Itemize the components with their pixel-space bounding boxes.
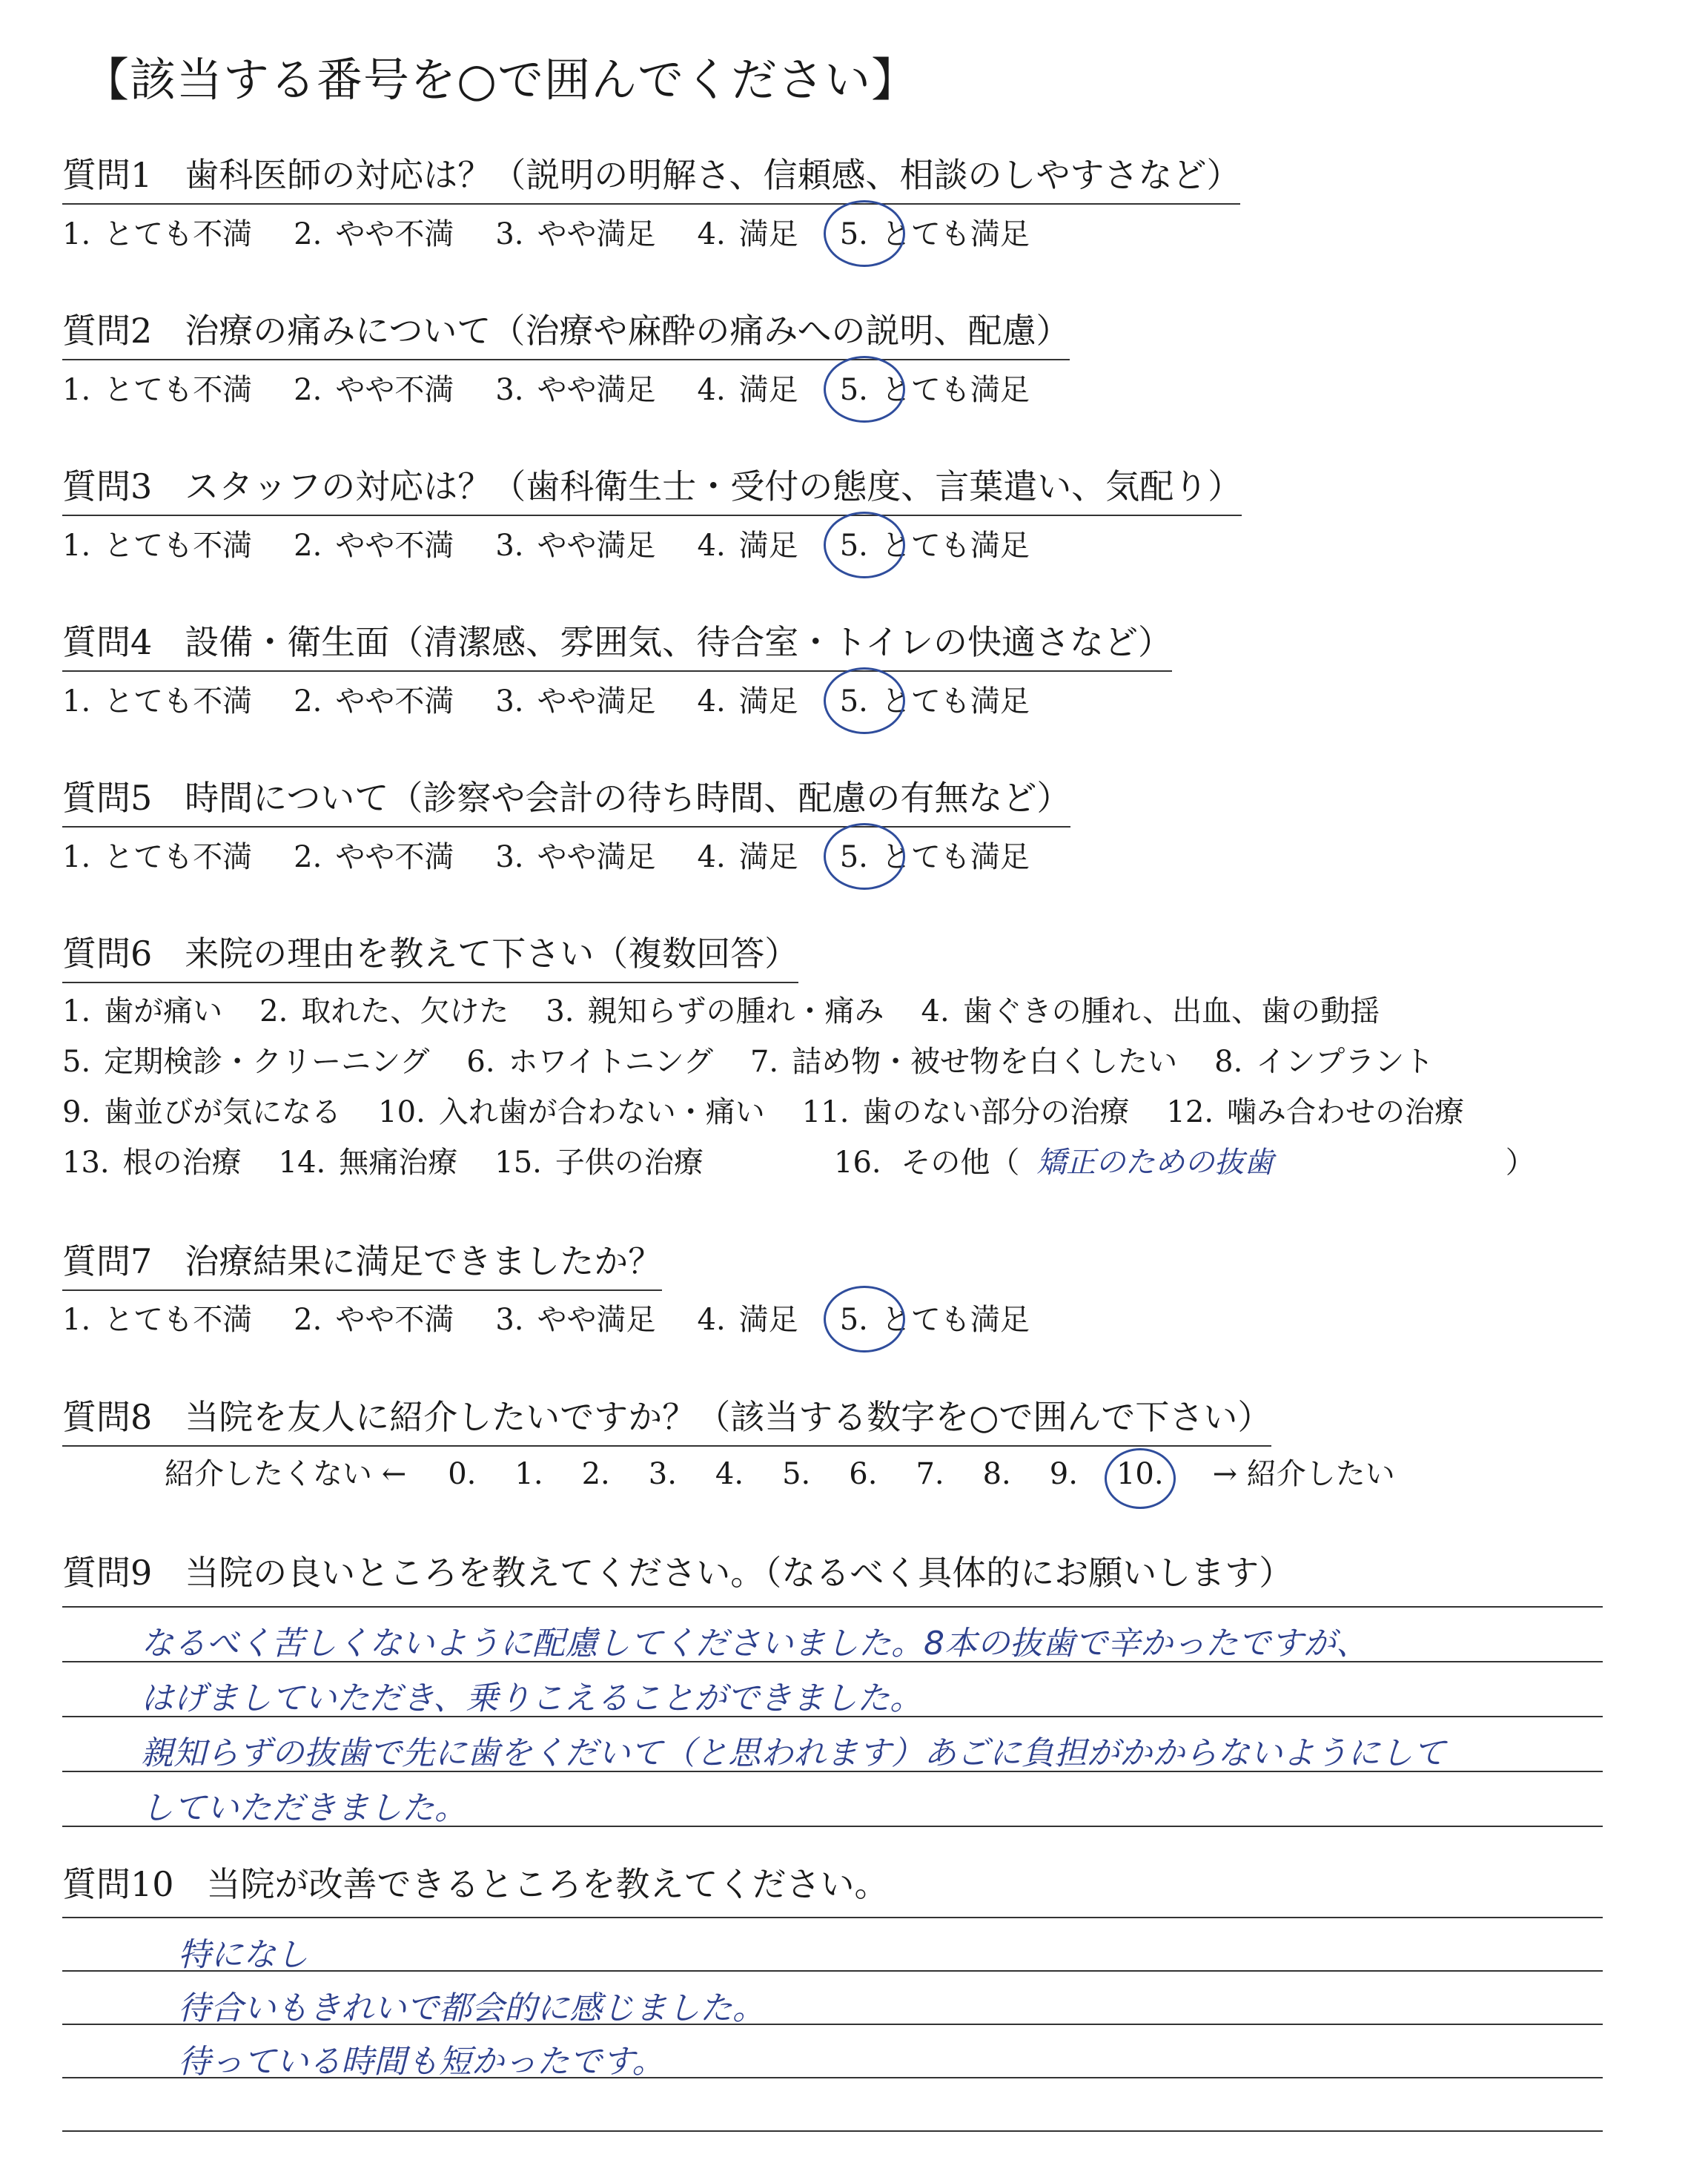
scale-option-label: やや満足 — [537, 529, 656, 563]
scale-option-label: とても満足 — [881, 373, 1030, 407]
scale-option-number: 4. — [697, 840, 726, 874]
reason-other-number: 16. — [834, 1146, 881, 1180]
scale-option-number: 3. — [495, 373, 524, 407]
scale-option-number: 5. — [839, 529, 868, 563]
question-7-heading — [62, 1235, 662, 1291]
reason-option-number: 2. — [259, 994, 288, 1028]
reason-option-number: 8. — [1214, 1045, 1243, 1079]
scale-option-number: 3. — [495, 529, 524, 563]
recommend-right-label: → 紹介したい — [1212, 1457, 1395, 1491]
scale-option[interactable] — [62, 1296, 252, 1338]
scale-option[interactable] — [62, 678, 252, 720]
reason-option-label: 根の治療 — [122, 1146, 242, 1180]
reason-option-label: ホワイトニング — [508, 1045, 713, 1079]
question-5-text: 時間について（診察や会計の待ち時間、配慮の有無など） — [185, 778, 1071, 818]
scale-option-label: とても不満 — [104, 840, 253, 874]
recommend-values — [428, 1457, 1182, 1491]
recommend-value[interactable]: 1. — [514, 1457, 543, 1491]
scale-option[interactable] — [495, 366, 655, 409]
scale-option-label: やや不満 — [335, 217, 454, 251]
question-4-heading — [62, 615, 1172, 672]
scale-option-label: とても不満 — [104, 373, 253, 407]
scale-option-number: 1. — [62, 1303, 91, 1337]
answer-rule — [62, 2024, 1603, 2025]
reason-option[interactable] — [802, 1089, 1130, 1131]
scale-option-number: 2. — [294, 684, 322, 719]
answer-rule — [62, 2130, 1603, 2132]
reason-option-number: 6. — [466, 1045, 495, 1079]
question-2-label: 質問2 — [62, 311, 153, 351]
reason-option[interactable] — [62, 988, 222, 1030]
scale-option-label: やや満足 — [537, 1303, 656, 1337]
q9-answer-line-3: 親知らずの抜歯で先に歯をくだいて（と思われます）あごに負担がかからないようにして — [141, 1734, 1446, 1772]
reason-option[interactable] — [378, 1089, 765, 1131]
recommend-value[interactable]: 4. — [715, 1457, 744, 1491]
scale-option-number: 4. — [697, 529, 726, 563]
reason-option-label: 歯のない部分の治療 — [862, 1095, 1130, 1129]
scale-option[interactable] — [698, 833, 798, 876]
question-2-heading — [62, 304, 1070, 360]
page-title: 【該当する番号を○で囲んでください】 — [83, 53, 918, 107]
question-6-text: 来院の理由を教えて下さい（複数回答） — [185, 934, 799, 974]
question-4-text: 設備・衛生面（清潔感、雰囲気、待合室・トイレの快適さなど） — [185, 622, 1172, 662]
q9-answer-line-1: なるべく苦しくないように配慮してくださいました。8本の抜歯で辛かったですが、 — [141, 1625, 1368, 1662]
scale-option-label: やや不満 — [335, 529, 454, 563]
recommend-value[interactable]: 7. — [916, 1457, 944, 1491]
reasons-row-1 — [62, 988, 1417, 1030]
scale-option-label: とても満足 — [881, 684, 1030, 719]
recommend-value[interactable]: 8. — [982, 1457, 1011, 1491]
question-6-label: 質問6 — [62, 934, 153, 974]
scale-option-number: 5. — [839, 1303, 868, 1337]
scale-option[interactable] — [840, 1296, 1030, 1338]
scale-option[interactable] — [62, 366, 252, 409]
scale-option[interactable] — [62, 833, 252, 876]
reason-option[interactable] — [546, 988, 884, 1030]
question-1-options — [62, 211, 1071, 253]
scale-option-label: とても不満 — [104, 529, 253, 563]
scale-option[interactable] — [840, 522, 1030, 564]
question-5-options — [62, 833, 1071, 876]
scale-option-number: 3. — [495, 684, 524, 719]
question-2-options — [62, 366, 1071, 409]
reason-option-label: 取れた、欠けた — [301, 994, 509, 1028]
scale-option-number: 5. — [839, 840, 868, 874]
reason-option-number: 13. — [62, 1146, 110, 1180]
recommend-value[interactable]: 9. — [1049, 1457, 1078, 1491]
scale-option-number: 2. — [294, 373, 322, 407]
question-8-label: 質問8 — [62, 1397, 153, 1437]
q10-answer-line-3: 待っている時間も短かったです。 — [178, 2043, 665, 2081]
scale-option[interactable] — [294, 678, 454, 720]
scale-option-label: やや不満 — [335, 373, 454, 407]
scale-option-label: 満足 — [738, 217, 798, 251]
reason-option-number: 15. — [494, 1146, 542, 1180]
scale-option-number: 4. — [697, 684, 726, 719]
recommend-value[interactable]: 2. — [581, 1457, 610, 1491]
scale-option-label: やや不満 — [335, 840, 454, 874]
reason-other — [834, 1139, 1535, 1181]
reason-option[interactable] — [62, 1089, 341, 1131]
reasons-row-2 — [62, 1038, 1471, 1080]
question-3-text: スタッフの対応は？（歯科衛生士・受付の態度、言葉遣い、気配り） — [185, 466, 1242, 506]
scale-option[interactable] — [294, 522, 454, 564]
answer-rule — [62, 1661, 1603, 1662]
scale-option-number: 5. — [839, 684, 868, 719]
scale-option-number: 3. — [495, 840, 524, 874]
scale-option-label: やや満足 — [537, 684, 656, 719]
scale-option-label: とても満足 — [881, 217, 1030, 251]
scale-option[interactable] — [294, 211, 454, 253]
recommend-scale — [165, 1450, 1395, 1493]
scale-option[interactable] — [840, 211, 1030, 253]
question-10-label: 質問10 — [62, 1864, 174, 1904]
scale-option-number: 4. — [697, 1303, 726, 1337]
scale-option-number: 3. — [495, 217, 524, 251]
recommend-value[interactable]: 0. — [448, 1457, 477, 1491]
answer-rule — [62, 1771, 1603, 1772]
recommend-value[interactable]: 5. — [782, 1457, 811, 1491]
reason-option[interactable] — [494, 1139, 704, 1181]
scale-option[interactable] — [840, 833, 1030, 876]
reason-option[interactable] — [259, 988, 509, 1030]
question-1-text: 歯科医師の対応は？（説明の明解さ、信頼感、相談のしやすさなど） — [185, 155, 1241, 195]
reason-option[interactable] — [279, 1139, 458, 1181]
reason-option-number: 12. — [1166, 1095, 1214, 1129]
scale-option-label: 満足 — [738, 684, 798, 719]
scale-option-number: 2. — [294, 217, 322, 251]
scale-option-label: とても満足 — [881, 840, 1030, 874]
reason-option-label: 歯ぐきの腫れ、出血、歯の動揺 — [962, 994, 1380, 1028]
reason-option-label: 入れ歯が合わない・痛い — [438, 1095, 765, 1129]
reason-option-label: 定期検診・クリーニング — [104, 1045, 430, 1079]
scale-option-label: やや不満 — [335, 1303, 454, 1337]
reason-option[interactable] — [1166, 1089, 1464, 1131]
scale-option[interactable] — [495, 678, 655, 720]
reason-option-number: 11. — [801, 1095, 850, 1129]
scale-option[interactable] — [294, 366, 454, 409]
reason-option-label: 噛み合わせの治療 — [1227, 1095, 1465, 1129]
scale-option-label: やや満足 — [537, 217, 656, 251]
scale-option[interactable] — [840, 678, 1030, 720]
reason-option[interactable] — [921, 988, 1380, 1030]
question-4-label: 質問4 — [62, 622, 153, 662]
answer-rule — [62, 1970, 1603, 1972]
question-3-heading — [62, 460, 1242, 516]
answer-rule — [62, 1716, 1603, 1717]
question-1-label: 質問1 — [62, 155, 153, 195]
answer-rule — [62, 1917, 1603, 1918]
recommend-value[interactable]: 6. — [849, 1457, 878, 1491]
reason-other-close: ） — [1505, 1146, 1535, 1180]
scale-option[interactable] — [495, 211, 655, 253]
reason-option-label: 親知らずの腫れ・痛み — [587, 994, 884, 1028]
scale-option[interactable] — [495, 1296, 655, 1338]
reason-other-answer: 矯正のための抜歯 — [1036, 1146, 1274, 1180]
question-1-heading — [62, 148, 1240, 205]
scale-option-number: 2. — [294, 840, 322, 874]
question-3-options — [62, 522, 1071, 564]
answer-rule — [62, 1606, 1603, 1608]
scale-option-label: とても不満 — [104, 1303, 253, 1337]
reason-option-label: インプラント — [1256, 1045, 1434, 1079]
question-8-text: 当院を友人に紹介したいですか？（該当する数字を○で囲んで下さい） — [185, 1397, 1272, 1437]
scale-option-label: やや満足 — [537, 840, 656, 874]
question-7-options — [62, 1296, 1071, 1338]
scale-option[interactable] — [698, 211, 798, 253]
scale-option[interactable] — [294, 1296, 454, 1338]
reasons-row-3 — [62, 1089, 1501, 1131]
reason-option[interactable] — [62, 1038, 429, 1080]
scale-option[interactable] — [840, 366, 1030, 409]
scale-option-label: とても満足 — [881, 529, 1030, 563]
reasons-row-4 — [62, 1139, 741, 1181]
question-10-heading — [62, 1857, 889, 1912]
scale-option-label: やや不満 — [335, 684, 454, 719]
reason-option[interactable] — [750, 1038, 1177, 1080]
scale-option-label: とても不満 — [104, 217, 253, 251]
recommend-value[interactable]: 3. — [648, 1457, 677, 1491]
reason-option-label: 無痛治療 — [339, 1146, 458, 1180]
scale-option-number: 1. — [62, 373, 91, 407]
question-2-text: 治療の痛みについて（治療や麻酔の痛みへの説明、配慮） — [185, 311, 1070, 351]
question-6-heading — [62, 927, 798, 983]
reason-option-label: 歯並びが気になる — [104, 1095, 342, 1129]
answer-rule — [62, 1826, 1603, 1827]
reason-other-label: その他（ — [901, 1146, 1020, 1180]
reason-option-number: 9. — [62, 1095, 91, 1129]
reason-option-label: 詰め物・被せ物を白くしたい — [792, 1045, 1178, 1079]
scale-option-label: 満足 — [738, 529, 798, 563]
question-4-options — [62, 678, 1071, 720]
scale-option[interactable] — [495, 522, 655, 564]
reason-option[interactable] — [466, 1038, 713, 1080]
reason-option-label: 歯が痛い — [104, 994, 223, 1028]
q9-answer-line-4: していただきました。 — [141, 1789, 467, 1827]
question-7-text: 治療結果に満足できましたか？ — [185, 1241, 663, 1281]
scale-option-number: 2. — [294, 529, 322, 563]
scale-option-label: 満足 — [738, 1303, 798, 1337]
reason-option-number: 4. — [921, 994, 950, 1028]
reason-option-number: 5. — [62, 1045, 91, 1079]
scale-option[interactable] — [698, 678, 798, 720]
scale-option-label: やや満足 — [537, 373, 656, 407]
scale-option-number: 5. — [839, 373, 868, 407]
question-3-label: 質問3 — [62, 466, 153, 506]
scale-option-number: 5. — [839, 217, 868, 251]
scale-option[interactable] — [698, 522, 798, 564]
question-9-label: 質問9 — [62, 1553, 153, 1593]
scale-option-number: 4. — [697, 217, 726, 251]
reason-option-number: 14. — [278, 1146, 326, 1180]
scale-option-label: 満足 — [738, 373, 798, 407]
scale-option-number: 1. — [62, 529, 91, 563]
q10-answer-line-1: 特になし — [178, 1936, 308, 1974]
scale-option-label: とても満足 — [881, 1303, 1030, 1337]
scale-option-number: 1. — [62, 840, 91, 874]
recommend-value[interactable]: 10. — [1116, 1457, 1164, 1491]
scale-option[interactable] — [294, 833, 454, 876]
answer-rule — [62, 2077, 1603, 2078]
reason-option-number: 3. — [546, 994, 575, 1028]
reason-option-number: 7. — [749, 1045, 779, 1079]
question-5-heading — [62, 771, 1070, 828]
scale-option[interactable] — [698, 1296, 798, 1338]
scale-option-number: 1. — [62, 684, 91, 719]
scale-option-label: とても不満 — [104, 684, 253, 719]
question-8-heading — [62, 1390, 1271, 1447]
question-5-label: 質問5 — [62, 778, 153, 818]
scale-option-number: 1. — [62, 217, 91, 251]
question-7-label: 質問7 — [62, 1241, 153, 1281]
question-9-heading — [62, 1546, 1293, 1601]
question-9-text: 当院の良いところを教えてください。（なるべく具体的にお願いします） — [185, 1553, 1294, 1593]
scale-option-number: 3. — [495, 1303, 524, 1337]
reason-option[interactable] — [1214, 1038, 1434, 1080]
reason-option[interactable] — [62, 1139, 242, 1181]
scale-option[interactable] — [698, 366, 798, 409]
q10-answer-line-2: 待合いもきれいで都会的に感じました。 — [178, 1989, 765, 2027]
reason-option-number: 10. — [378, 1095, 426, 1129]
question-10-text: 当院が改善できるところを教えてください。 — [206, 1864, 889, 1904]
q9-answer-line-2: はげましていただき、乗りこえることができました。 — [141, 1680, 923, 1717]
reason-option-label: 子供の治療 — [555, 1146, 704, 1180]
scale-option[interactable] — [62, 522, 252, 564]
recommend-left-label: 紹介したくない ← — [165, 1457, 407, 1491]
reason-option-number: 1. — [62, 994, 91, 1028]
scale-option-number: 4. — [697, 373, 726, 407]
scale-option-label: 満足 — [738, 840, 798, 874]
scale-option[interactable] — [62, 211, 252, 253]
scale-option-number: 2. — [294, 1303, 322, 1337]
scale-option[interactable] — [495, 833, 655, 876]
